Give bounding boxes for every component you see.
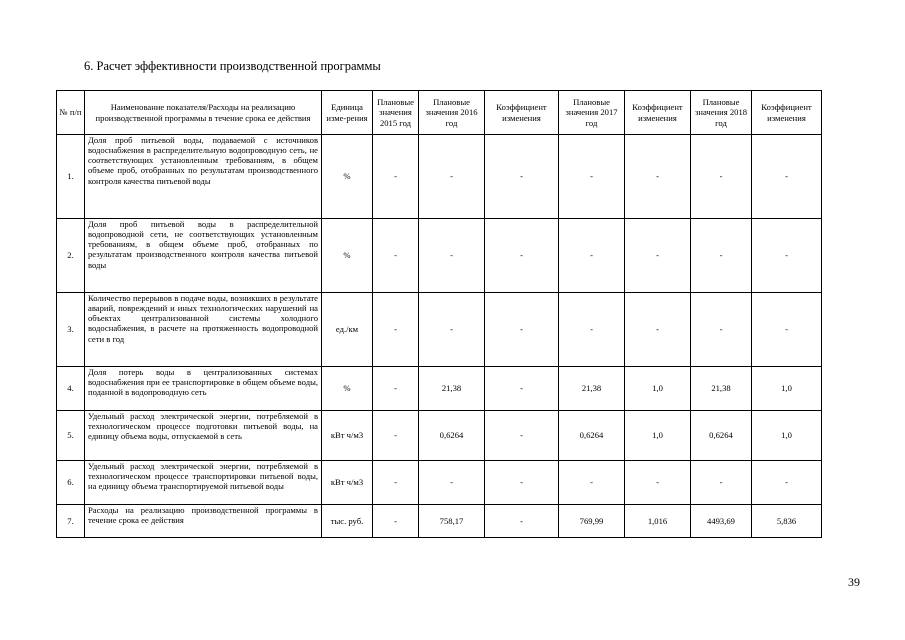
plan-2016-cell: 0,6264 <box>419 411 485 461</box>
plan-2015-cell: - <box>373 135 419 219</box>
plan-2017-cell: 21,38 <box>559 367 625 411</box>
plan-2017-cell: - <box>559 219 625 293</box>
efficiency-table <box>56 90 822 538</box>
col-header-coef-2016: Коэффициент изменения <box>485 91 559 135</box>
table-row <box>57 219 822 293</box>
plan-2016-cell: - <box>419 219 485 293</box>
col-header-plan-2017: Плановые значения 2017 год <box>559 91 625 135</box>
plan-2018-cell: - <box>691 461 752 505</box>
col-header-unit: Единица изме-рения <box>322 91 373 135</box>
plan-2017-cell: 769,99 <box>559 505 625 538</box>
row-number-cell: 3. <box>57 293 85 367</box>
plan-2015-cell: - <box>373 367 419 411</box>
indicator-name-cell: Количество перерывов в подаче воды, возникших в результате аварий, повреждений и иных технологических нарушений на объектах централизованной системы холодного водоснабжения, в расчете на протяженность водопроводной сети в год <box>85 293 322 367</box>
indicator-name-cell: Доля потерь воды в централизованных системах водоснабжения при ее транспортировке в общем объеме воды, поданной в водопроводную сеть <box>85 367 322 411</box>
plan-2018-cell: - <box>691 293 752 367</box>
unit-cell: % <box>322 367 373 411</box>
plan-2018-cell: - <box>691 219 752 293</box>
unit-cell: ед./км <box>322 293 373 367</box>
plan-2015-cell: - <box>373 411 419 461</box>
coef-2018-cell: 1,0 <box>752 367 822 411</box>
indicator-name-cell: Удельный расход электрической энергии, потребляемой в технологическом процессе транспортировки питьевой воды, на единицу объема транспортируемой питьевой воды <box>85 461 322 505</box>
plan-2018-cell: 21,38 <box>691 367 752 411</box>
coef-2017-cell: 1,016 <box>625 505 691 538</box>
table-body <box>57 135 822 538</box>
header-row <box>57 91 822 135</box>
unit-cell: кВт ч/м3 <box>322 411 373 461</box>
plan-2017-cell: - <box>559 135 625 219</box>
table-row <box>57 411 822 461</box>
coef-2018-cell: - <box>752 293 822 367</box>
unit-cell: % <box>322 135 373 219</box>
plan-2016-cell: 758,17 <box>419 505 485 538</box>
coef-2017-cell: - <box>625 135 691 219</box>
plan-2016-cell: 21,38 <box>419 367 485 411</box>
indicator-name-cell: Доля проб питьевой воды в распределительной водопроводной сети, не соответствующих установленным требованиям, в общем объеме проб, отобранных по результатам производственного контроля качества питьевой воды <box>85 219 322 293</box>
coef-2017-cell: - <box>625 219 691 293</box>
col-header-plan-2018: Плановые значения 2018 год <box>691 91 752 135</box>
unit-cell: кВт ч/м3 <box>322 461 373 505</box>
table-row <box>57 461 822 505</box>
plan-2018-cell: 0,6264 <box>691 411 752 461</box>
coef-2016-cell: - <box>485 293 559 367</box>
unit-cell: тыс. руб. <box>322 505 373 538</box>
table-row <box>57 135 822 219</box>
plan-2016-cell: - <box>419 135 485 219</box>
col-header-plan-2015: Плановые значения 2015 год <box>373 91 419 135</box>
coef-2016-cell: - <box>485 219 559 293</box>
col-header-coef-2017: Коэффициент изменения <box>625 91 691 135</box>
row-number-cell: 7. <box>57 505 85 538</box>
section-heading: 6. Расчет эффективности производственной программы <box>84 59 381 73</box>
table-header <box>57 91 822 135</box>
plan-2016-cell: - <box>419 461 485 505</box>
coef-2018-cell: - <box>752 461 822 505</box>
coef-2017-cell: - <box>625 461 691 505</box>
col-header-plan-2016: Плановые значения 2016 год <box>419 91 485 135</box>
coef-2017-cell: 1,0 <box>625 411 691 461</box>
coef-2017-cell: - <box>625 293 691 367</box>
table-row <box>57 293 822 367</box>
row-number-cell: 5. <box>57 411 85 461</box>
row-number-cell: 2. <box>57 219 85 293</box>
plan-2015-cell: - <box>373 461 419 505</box>
indicator-name-cell: Расходы на реализацию производственной программы в течение срока ее действия <box>85 505 322 538</box>
plan-2018-cell: 4493,69 <box>691 505 752 538</box>
coef-2018-cell: 1,0 <box>752 411 822 461</box>
plan-2017-cell: - <box>559 461 625 505</box>
col-header-indicator-name: Наименование показателя/Расходы на реализацию производственной программы в течение срока ее действия <box>85 91 322 135</box>
row-number-cell: 4. <box>57 367 85 411</box>
coef-2016-cell: - <box>485 461 559 505</box>
col-header-coef-2018: Коэффициент изменения <box>752 91 822 135</box>
plan-2015-cell: - <box>373 505 419 538</box>
coef-2018-cell: - <box>752 135 822 219</box>
coef-2017-cell: 1,0 <box>625 367 691 411</box>
plan-2015-cell: - <box>373 219 419 293</box>
col-header-number: № п/п <box>57 91 85 135</box>
plan-2018-cell: - <box>691 135 752 219</box>
table-row <box>57 505 822 538</box>
table-row <box>57 367 822 411</box>
coef-2016-cell: - <box>485 411 559 461</box>
coef-2016-cell: - <box>485 505 559 538</box>
indicator-name-cell: Доля проб питьевой воды, подаваемой с источников водоснабжения в распределительную водопроводную сеть, не соответствующих установленным требованиям, в общем объеме проб, отобранных по результатам производственного контроля качества питьевой воды <box>85 135 322 219</box>
plan-2017-cell: 0,6264 <box>559 411 625 461</box>
coef-2016-cell: - <box>485 367 559 411</box>
plan-2017-cell: - <box>559 293 625 367</box>
unit-cell: % <box>322 219 373 293</box>
page-number: 39 <box>848 575 860 589</box>
coef-2018-cell: - <box>752 219 822 293</box>
plan-2016-cell: - <box>419 293 485 367</box>
row-number-cell: 1. <box>57 135 85 219</box>
plan-2015-cell: - <box>373 293 419 367</box>
indicator-name-cell: Удельный расход электрической энергии, потребляемой в технологическом процессе подготовки питьевой воды, на единицу объема воды, отпускаемой в сеть <box>85 411 322 461</box>
coef-2016-cell: - <box>485 135 559 219</box>
coef-2018-cell: 5,836 <box>752 505 822 538</box>
row-number-cell: 6. <box>57 461 85 505</box>
